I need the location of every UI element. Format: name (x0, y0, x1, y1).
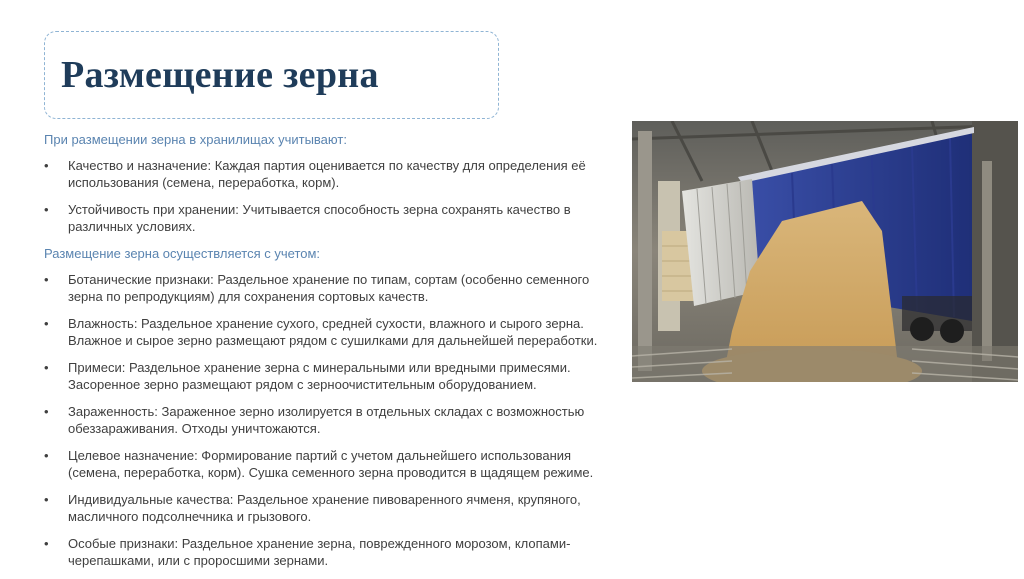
list-item (44, 201, 624, 235)
bullet-icon: • (44, 158, 49, 173)
list-item (44, 491, 624, 525)
bullet-icon: • (44, 492, 49, 507)
placement-heading: Размещение зерна осуществляется с учетом: (44, 246, 321, 261)
bullet-icon: • (44, 316, 49, 331)
bullet-icon: • (44, 536, 49, 551)
list-item (44, 157, 624, 191)
grain-unloading-photo (632, 121, 1018, 382)
list-item (44, 403, 624, 437)
list-item-text: Особые признаки: Раздельное хранение зерна, поврежденного морозом, клопами-черепашками, или с проросшими зернами. (68, 536, 571, 568)
title-frame (44, 31, 499, 119)
slide-body (44, 131, 624, 579)
list-item-text: Зараженность: Зараженное зерно изолируется в отдельных складах с возможностью обеззараживания. Отходы уничтожаются. (68, 404, 585, 436)
bullet-icon: • (44, 360, 49, 375)
list-item (44, 535, 624, 569)
list-item-text: Влажность: Раздельное хранение сухого, средней сухости, влажного и сырого зерна. Влажное и сырое зерно размещают рядом с сушилками для дальнейшей переработки. (68, 316, 598, 348)
list-item-text: Индивидуальные качества: Раздельное хранение пивоваренного ячменя, крупяного, масличного подсолнечника и грызового. (68, 492, 581, 524)
bullet-icon: • (44, 272, 49, 287)
bullet-icon: • (44, 202, 49, 217)
list-item-text: Устойчивость при хранении: Учитывается способность зерна сохранять качество в различных условиях. (68, 202, 571, 234)
list-item (44, 447, 624, 481)
bullet-list-placement (44, 271, 624, 569)
bullet-list-factors (44, 157, 624, 235)
list-item-text: Примеси: Раздельное хранение зерна с минеральными или вредными примесями. Засоренное зерно размещают рядом с зерноочистительным оборудованием. (68, 360, 571, 392)
list-item-text: Ботанические признаки: Раздельное хранение по типам, сортам (особенно семенного зерна по репродукциям) для сохранения сортовых качеств. (68, 272, 590, 304)
list-item-text: Целевое назначение: Формирование партий с учетом дальнейшего использования (семена, переработка, корм). Сушка семенного зерна проводится в щадящем режиме. (68, 448, 594, 480)
intro-heading: При размещении зерна в хранилищах учитывают: (44, 132, 347, 147)
list-item (44, 315, 624, 349)
list-item (44, 359, 624, 393)
list-item (44, 271, 624, 305)
bullet-icon: • (44, 448, 49, 463)
bullet-icon: • (44, 404, 49, 419)
slide-title: Размещение зерна (61, 54, 379, 96)
list-item-text: Качество и назначение: Каждая партия оценивается по качеству для определения её использования (семена, переработка, корм). (68, 158, 586, 190)
